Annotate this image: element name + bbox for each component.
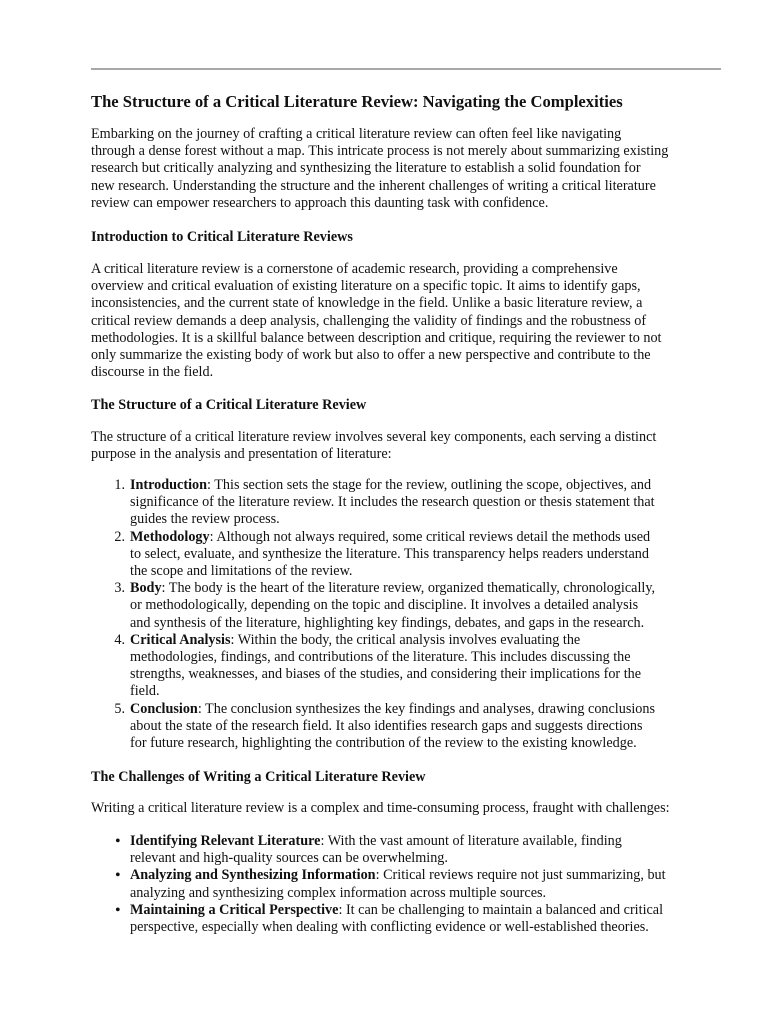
text-line: overview and critical evaluation of existing literature on a specific topic. It aims to identify gaps, <box>91 278 641 295</box>
list-number: 4. <box>114 631 125 648</box>
list-item <box>91 701 731 753</box>
list-item <box>91 867 731 901</box>
text-line: research but critically analyzing and synthesizing the literature to establish a solid foundation for <box>91 160 641 177</box>
text-line: This section sets the stage for the review, outlining the scope, objectives, and <box>210 477 652 493</box>
bullet-icon: • <box>115 901 121 919</box>
text-line: With the vast amount of literature available, finding <box>324 833 622 849</box>
list-term-separator: : <box>197 700 202 717</box>
list-term-separator: : <box>375 867 380 884</box>
text-line: purpose in the analysis and presentation of literature: <box>91 446 392 463</box>
text-line: the scope and limitations of the review. <box>130 563 353 580</box>
list-item <box>91 632 731 701</box>
text-line: for future research, highlighting the contribution of the review to the existing knowledge. <box>130 735 637 752</box>
structure-paragraph <box>91 429 731 463</box>
text-line: Embarking on the journey of crafting a critical literature review can often feel like navigating <box>91 126 622 142</box>
list-item <box>91 580 731 632</box>
list-term: Critical Analysis <box>130 631 231 648</box>
list-term-separator: : <box>230 631 235 648</box>
text-line: field. <box>130 683 160 700</box>
introduction-paragraph <box>91 261 731 381</box>
text-line: discourse in the field. <box>91 364 214 381</box>
challenges-paragraph <box>91 800 731 817</box>
text-line: to select, evaluate, and synthesize the literature. This transparency helps readers understand <box>130 545 649 562</box>
text-line: methodologies. It is a skillful balance between description and critique, requiring the reviewer to not <box>91 329 662 346</box>
text-line: analyzing and synthesizing complex information across multiple sources. <box>130 884 547 901</box>
challenges-list <box>91 833 731 936</box>
text-line: critical review demands a deep analysis, challenging the validity of findings and the robustness of <box>91 312 647 329</box>
text-line: It can be challenging to maintain a balanced and critical <box>342 901 664 918</box>
list-term-separator: : <box>209 528 214 545</box>
text-line: Writing a critical literature review is a complex and time-consuming process, fraught with challenges: <box>91 800 670 816</box>
list-number: 3. <box>114 580 125 597</box>
bullet-icon: • <box>115 867 121 885</box>
text-line: The conclusion synthesizes the key findings and analyses, drawing conclusions <box>201 700 656 717</box>
list-term: Conclusion <box>130 700 198 717</box>
list-number: 1. <box>114 477 125 493</box>
list-number: 2. <box>114 528 125 545</box>
intro-paragraph <box>91 126 731 212</box>
list-term: Identifying Relevant Literature <box>130 833 321 849</box>
text-line: Critical reviews require not just summarizing, but <box>379 867 666 884</box>
list-term: Body <box>130 580 162 597</box>
text-line: about the state of the research field. It also identifies research gaps and suggests directions <box>130 717 643 734</box>
text-line: significance of the literature review. It includes the research question or thesis statement that <box>130 494 655 511</box>
text-line: A critical literature review is a cornerstone of academic research, providing a comprehensive <box>91 261 618 277</box>
top-divider <box>91 68 721 70</box>
text-line: or methodologically, depending on the topic and discipline. It involves a detailed analysis <box>130 597 639 614</box>
list-number: 5. <box>114 700 125 717</box>
list-term: Introduction <box>130 477 207 493</box>
page-title: The Structure of a Critical Literature Review: Navigating the Complexities <box>91 92 623 111</box>
section-heading-challenges: The Challenges of Writing a Critical Literature Review <box>91 769 426 785</box>
section-heading-structure: The Structure of a Critical Literature Review <box>91 397 367 413</box>
text-line: The structure of a critical literature review involves several key components, each serving a distinct <box>91 429 657 445</box>
text-line: Within the body, the critical analysis involves evaluating the <box>234 631 581 648</box>
text-line: The body is the heart of the literature review, organized thematically, chronologically, <box>165 580 656 597</box>
text-line: strengths, weaknesses, and biases of the studies, and considering their implications for the <box>130 666 642 683</box>
text-line: new research. Understanding the structure and the inherent challenges of writing a critical literature <box>91 177 656 194</box>
list-term-separator: : <box>338 901 343 918</box>
list-term: Analyzing and Synthesizing Information <box>130 867 376 884</box>
text-line: perspective, especially when dealing with conflicting evidence or well-established theories. <box>130 919 649 936</box>
list-item <box>91 477 731 529</box>
text-line: inconsistencies, and the current state of knowledge in the field. Unlike a basic literature review, a <box>91 295 643 312</box>
text-line: and synthesis of the literature, highlighting key findings, debates, and gaps in the research. <box>130 614 645 631</box>
list-item <box>91 833 731 867</box>
text-line: only summarize the existing body of work but also to offer a new perspective and contribute to the <box>91 347 651 364</box>
list-term-separator: : <box>161 580 166 597</box>
list-item <box>91 902 731 936</box>
text-line: Although not always required, some critical reviews detail the methods used <box>213 528 651 545</box>
list-item <box>91 529 731 581</box>
text-line: review can empower researchers to approach this daunting task with confidence. <box>91 194 549 211</box>
text-line: relevant and high-quality sources can be overwhelming. <box>130 850 448 867</box>
list-term: Maintaining a Critical Perspective <box>130 901 339 918</box>
list-term: Methodology <box>130 528 210 545</box>
text-line: through a dense forest without a map. This intricate process is not merely about summarizing existing <box>91 143 669 160</box>
section-heading-introduction: Introduction to Critical Literature Reviews <box>91 229 353 245</box>
list-term-separator: : <box>320 833 325 849</box>
bullet-icon: • <box>115 833 121 850</box>
list-term-separator: : <box>207 477 211 493</box>
text-line: guides the review process. <box>130 511 280 528</box>
text-line: methodologies, findings, and contributions of the literature. This includes discussing the <box>130 649 631 666</box>
structure-list <box>91 477 731 752</box>
